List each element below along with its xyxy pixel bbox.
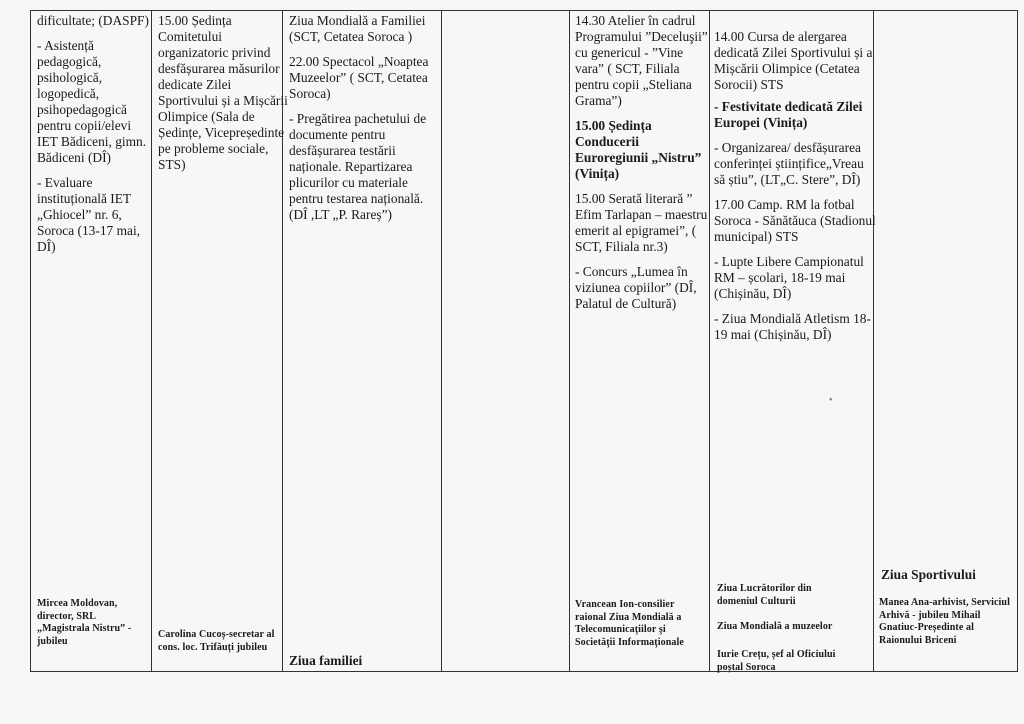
col5-item: 14.00 Cursa de alergarea dedicată Zilei Sportivului și a Mișcării Olimpice (Cetatea Sorocii) STS (714, 29, 873, 92)
schedule-table (30, 10, 1018, 672)
cell-col4 (575, 13, 711, 321)
col4-item-bold (575, 118, 711, 182)
col5-item: - Ziua Mondială Atletism 18-19 mai (Chișinău, DÎ) (714, 311, 871, 342)
cell-col1 (37, 13, 149, 264)
col4-item: 14.30 Atelier în cadrul Programului ”Deceluşii” cu genericul - ”Vine vara” ( SCT, Filiala pentru copii „Steliana Grama”) (575, 13, 708, 108)
footer-col1: Mircea Moldovan, director, SRL „Magistrala Nistru” - jubileu (37, 598, 132, 647)
col5-item: - Organizarea/ desfășurarea conferinței științifice„Vreau să știu”, (LT„C. Stere”, DÎ) (714, 140, 864, 187)
scan-speck: • (829, 395, 833, 406)
col1-intro: dificultate; (DASPF) (37, 13, 149, 28)
column-divider (151, 11, 152, 671)
col3-item: - Pregătirea pachetului de documente pentru desfășurarea testării naționale. Repartizarea plicurilor cu materiale pentru testarea națională. (DÎ ,LT „P. Rareș”) (289, 111, 427, 222)
col4-item: 15.00 Serată literară ” Efim Tarlapan – maestru emerit al epigramei”, ( SCT, Filiala nr.3) (575, 191, 708, 254)
footer-col4: Vrancean Ion-consilier raional Ziua Mondială a Telecomunicaţiilor şi Societăţii Informaţionale (575, 599, 684, 648)
footer-col3: Ziua familiei (289, 653, 363, 668)
footer-col6-title: Ziua Sportivului (881, 567, 976, 582)
footer-col6-text: Manea Ana-arhivist, Serviciul Arhivă - jubileu Mihail Gnatiuc-Președinte al Raionului Briceni (879, 597, 1010, 646)
column-divider (569, 11, 570, 671)
col1-item: - Asistență pedagogică, psihologică, logopedică, psihopedagogică pentru copii/elevi IET Bădiceni, gimn. Bădiceni (DÎ) (37, 38, 147, 165)
col4-bold-text: 15.00 Ședința Conducerii Euroregiunii „Nistru” (Vinița) (575, 118, 702, 181)
cell-col5 (714, 29, 876, 352)
footer-col2: Carolina Cucoș-secretar al cons. loc. Trifăuți jubileu (158, 629, 275, 653)
col3-item: 22.00 Spectacol „Noaptea Muzeelor” ( SCT, Cetatea Soroca) (289, 54, 429, 101)
col5-item: - Lupte Libere Campionatul RM – școlari, 18-19 mai (Chișinău, DÎ) (714, 254, 864, 301)
cell-col3 (289, 13, 435, 232)
col5-item: 17.00 Camp. RM la fotbal Soroca - Sănătăuca (Stadionul municipal) STS (714, 197, 876, 244)
col5-item-bold (714, 99, 876, 131)
footer-col5-c: Iurie Crețu, șef al Oficiului poștal Soroca (717, 649, 836, 673)
col5-bold-text: - Festivitate dedicată Zilei Europei (Vinița) (714, 99, 863, 130)
col2-item: 15.00 Ședința Comitetului organizatoric privind desfășurarea măsurilor dedicate Zilei Sportivului și a Mișcării Olimpice (Sala de Ședințe, Vicepreședinte pe probleme sociale, STS) (158, 13, 288, 172)
col1-item: - Evaluare instituțională IET „Ghiocel” nr. 6, Soroca (13-17 mai, DÎ) (37, 175, 141, 254)
col4-item: - Concurs „Lumea în viziunea copiilor” (DÎ, Palatul de Cultură) (575, 264, 697, 311)
column-divider (441, 11, 442, 671)
cell-col2 (158, 13, 288, 182)
col3-item: Ziua Mondială a Familiei (SCT, Cetatea Soroca ) (289, 13, 426, 44)
footer-col5-b: Ziua Mondială a muzeelor (717, 621, 833, 632)
footer-col5-a: Ziua Lucrătorilor din domeniul Culturii (717, 583, 812, 607)
